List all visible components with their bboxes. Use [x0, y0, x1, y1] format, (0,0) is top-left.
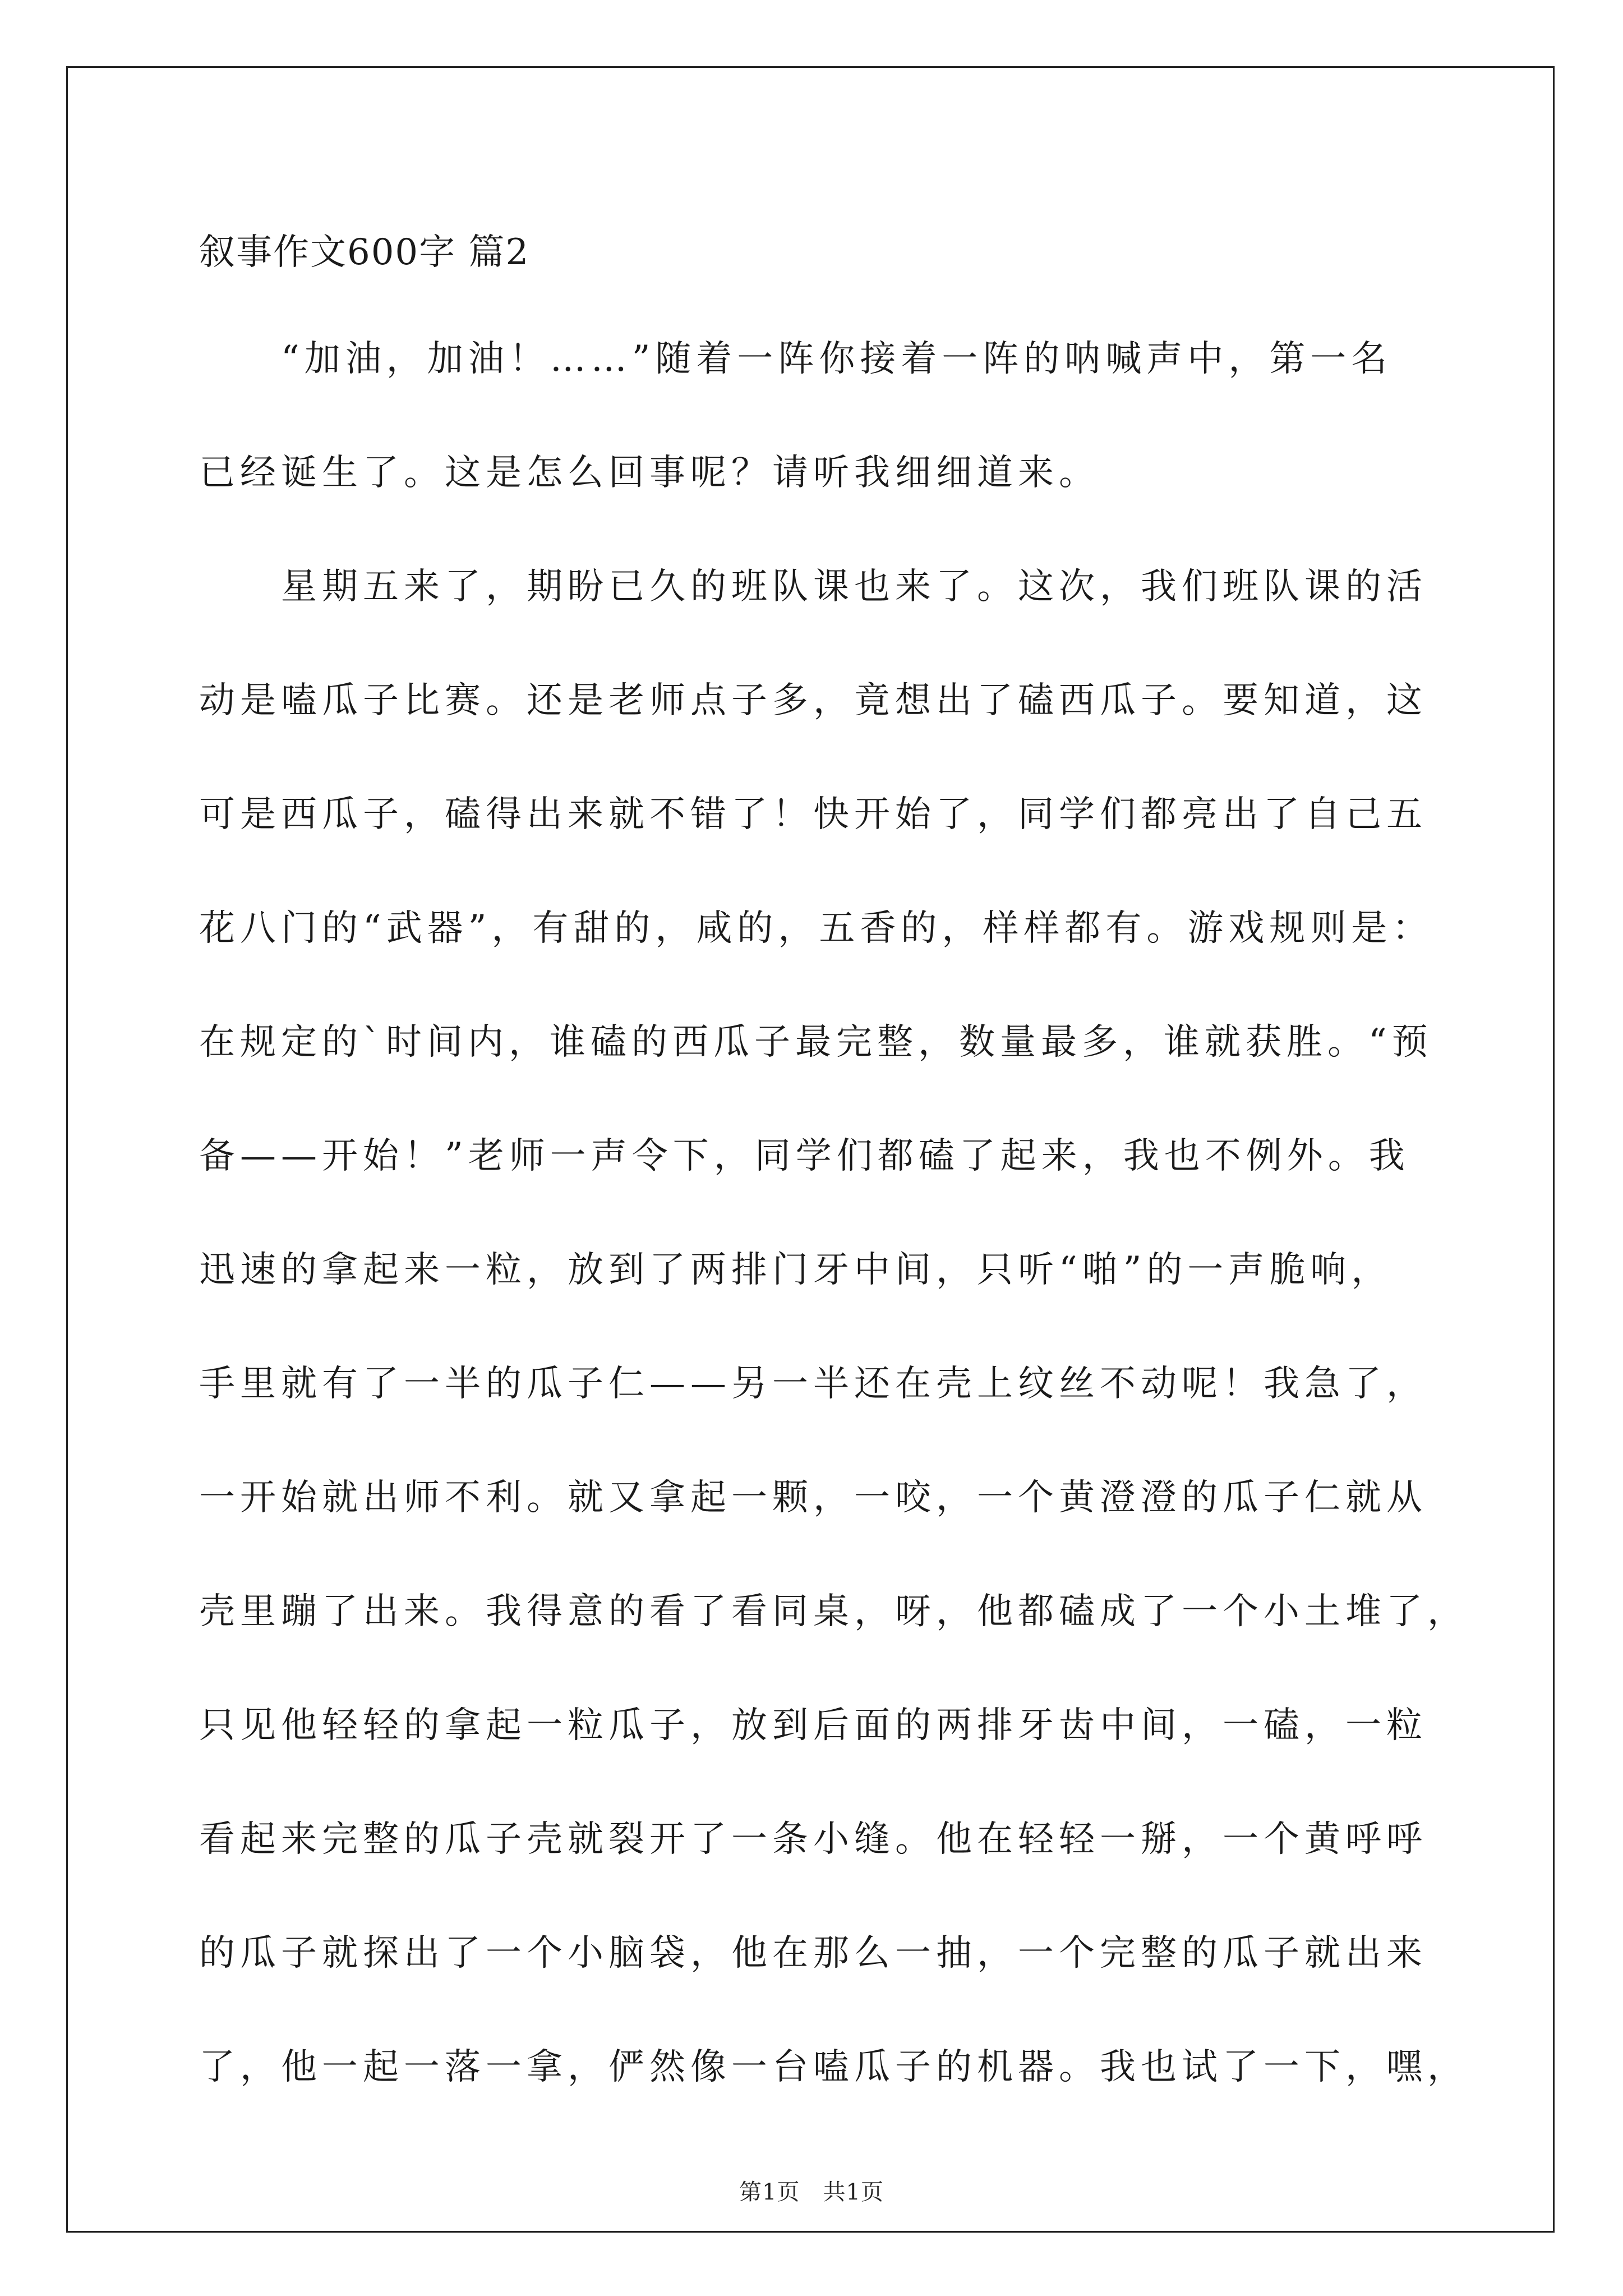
body-line: 看起来完整的瓜子壳就裂开了一条小缝。他在轻轻一掰，一个黄呼呼 — [199, 1819, 1427, 1860]
body-line: 星期五来了，期盼已久的班队课也来了。这次，我们班队课的活 — [281, 566, 1427, 608]
body-line: 花八门的“武器”，有甜的，咸的，五香的，样样都有。游戏规则是： — [199, 908, 1433, 949]
body-line: 了，他一起一落一拿，俨然像一台嗑瓜子的机器。我也试了一下，嘿， — [199, 2046, 1468, 2088]
body-line: 一开始就出师不利。就又拿起一颗，一咬，一个黄澄澄的瓜子仁就从 — [199, 1477, 1427, 1519]
body-line: 壳里蹦了出来。我得意的看了看同桌，呀，他都磕成了一个小土堆了， — [199, 1591, 1468, 1632]
body-line: 的瓜子就探出了一个小脑袋，他在那么一抽，一个完整的瓜子就出来 — [199, 1932, 1427, 1974]
body-line: 只见他轻轻的拿起一粒瓜子，放到后面的两排牙齿中间，一磕，一粒 — [199, 1705, 1427, 1746]
body-line: 在规定的`时间内，谁磕的西瓜子最完整，数量最多，谁就获胜。“预 — [199, 1022, 1433, 1063]
body-line: “加油，加油！……”随着一阵你接着一阵的呐喊声中，第一名 — [281, 338, 1393, 380]
essay-body — [199, 331, 1468, 2153]
body-line: 动是嗑瓜子比赛。还是老师点子多，竟想出了磕西瓜子。要知道，这 — [199, 680, 1427, 721]
body-line: 手里就有了一半的瓜子仁——另一半还在壳上纹丝不动呢！我急了， — [199, 1363, 1427, 1405]
body-line: 迅速的拿起来一粒，放到了两排门牙中间，只听“啪”的一声脆响， — [199, 1249, 1393, 1291]
body-line: 可是西瓜子，磕得出来就不错了！快开始了，同学们都亮出了自己五 — [199, 794, 1427, 835]
essay-title: 叙事作文600字 篇2 — [199, 232, 530, 273]
body-line: 备——开始！”老师一声令下，同学们都磕了起来，我也不例外。我 — [199, 1135, 1410, 1177]
page-number-footer: 第1页 共1页 — [739, 2179, 884, 2205]
body-line: 已经诞生了。这是怎么回事呢？请听我细细道来。 — [199, 452, 1100, 494]
